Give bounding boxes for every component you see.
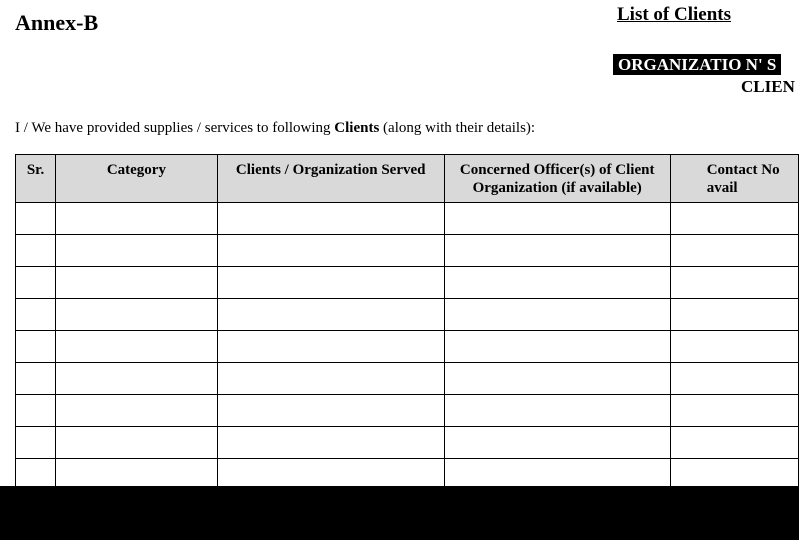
table-cell[interactable]: [670, 235, 798, 267]
table-cell[interactable]: [444, 363, 670, 395]
black-footer-bar: [0, 486, 799, 540]
table-cell[interactable]: [444, 299, 670, 331]
table-cell[interactable]: [670, 203, 798, 235]
table-cell[interactable]: [444, 235, 670, 267]
table-cell[interactable]: [444, 427, 670, 459]
table-row: [16, 363, 799, 395]
table-cell[interactable]: [217, 427, 444, 459]
table-cell[interactable]: [670, 331, 798, 363]
table-cell[interactable]: [56, 395, 218, 427]
organization-label: ORGANIZATIO N' S: [613, 54, 781, 75]
table-row: [16, 203, 799, 235]
table-cell[interactable]: [217, 299, 444, 331]
table-cell[interactable]: [56, 363, 218, 395]
table-cell[interactable]: [56, 267, 218, 299]
table-cell[interactable]: [444, 395, 670, 427]
table-row: [16, 427, 799, 459]
header-concerned-officer: Concerned Officer(s) of Client Organization (if available): [444, 155, 670, 203]
table-cell[interactable]: [217, 235, 444, 267]
table-cell[interactable]: [444, 203, 670, 235]
header-contact-no: Contact No avail: [670, 155, 798, 203]
table-cell[interactable]: [16, 235, 56, 267]
table-cell[interactable]: [217, 395, 444, 427]
table-cell[interactable]: [670, 427, 798, 459]
clients-table: [15, 154, 799, 491]
table-cell[interactable]: [444, 267, 670, 299]
list-of-clients-title: List of Clients: [617, 4, 731, 25]
table-body: [16, 203, 799, 491]
table-row: [16, 267, 799, 299]
table-cell[interactable]: [670, 299, 798, 331]
table-cell[interactable]: [16, 363, 56, 395]
table-cell[interactable]: [670, 395, 798, 427]
table-row: [16, 299, 799, 331]
table-cell[interactable]: [16, 427, 56, 459]
table-cell[interactable]: [16, 203, 56, 235]
table-cell[interactable]: [217, 267, 444, 299]
table-cell[interactable]: [444, 331, 670, 363]
header-category: Category: [56, 155, 218, 203]
table-cell[interactable]: [16, 395, 56, 427]
table-cell[interactable]: [56, 331, 218, 363]
intro-text-start: I / We have provided supplies / services to following: [15, 120, 335, 136]
intro-text: [15, 120, 535, 137]
table-cell[interactable]: [217, 363, 444, 395]
table-cell[interactable]: [217, 203, 444, 235]
table-cell[interactable]: [670, 267, 798, 299]
table-header-row: [16, 155, 799, 203]
header-sr: Sr.: [16, 155, 56, 203]
intro-text-end: (along with their details):: [379, 120, 536, 136]
table-cell[interactable]: [16, 299, 56, 331]
table-cell[interactable]: [56, 203, 218, 235]
table-row: [16, 395, 799, 427]
table-row: [16, 331, 799, 363]
table-row: [16, 235, 799, 267]
table-cell[interactable]: [670, 363, 798, 395]
table-cell[interactable]: [56, 427, 218, 459]
header-clients-served: Clients / Organization Served: [217, 155, 444, 203]
intro-text-bold: Clients: [334, 120, 380, 136]
table-cell[interactable]: [56, 235, 218, 267]
table-cell[interactable]: [16, 331, 56, 363]
table-cell[interactable]: [217, 331, 444, 363]
table-cell[interactable]: [56, 299, 218, 331]
annex-title: Annex-B: [15, 10, 99, 35]
table-cell[interactable]: [16, 267, 56, 299]
clients-label: CLIEN: [741, 77, 795, 96]
